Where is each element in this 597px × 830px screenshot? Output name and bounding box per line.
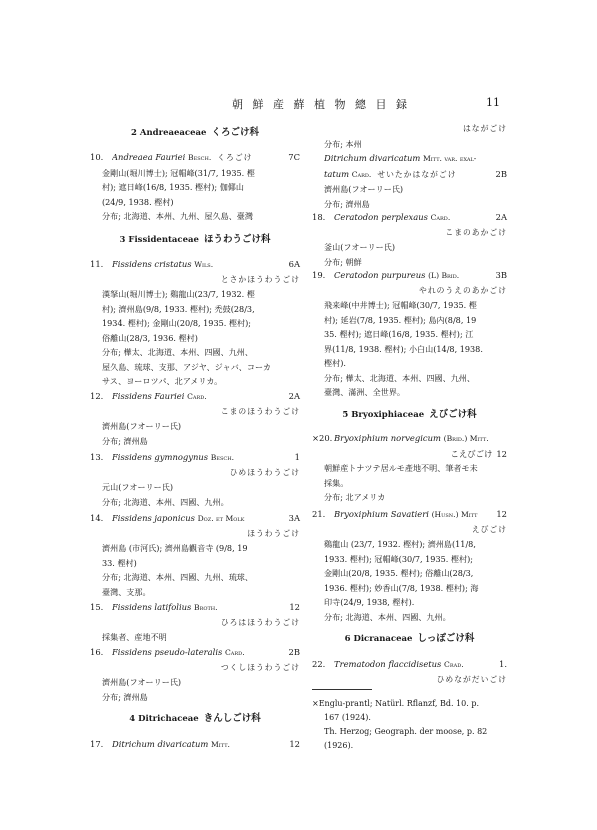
- footnote-rule: [312, 689, 372, 690]
- running-header-title: 朝 鮮 産 蘚 植 物 總 目 録: [232, 98, 410, 111]
- species-entry-18: 18. Ceratodon perplexaus Card. 2A こまのあかごけ 釜山(フオーリー氏) 分布; 朝鮮: [312, 212, 507, 267]
- footnote-line: (1926).: [324, 741, 354, 750]
- species-entry-15: 15. Fissidens latifolius Broth. 12 ひろはほうわうごけ 採集者、産地不明: [90, 602, 300, 642]
- species-entry-17: 17. Ditrichum divaricatum Mitt. 12: [90, 739, 300, 749]
- section-heading-dicranaceae: 6 Dicranaceae しっぽごけ科: [344, 633, 475, 644]
- species-entry-20: ×20. Bryoxiphium norvegicum (Brid.) Mitt. こえびごけ 12 朝鮮産トナツテ居ルモ產地不明、筆者モ未 採集。 分布; 北アメリカ: [312, 433, 507, 502]
- footnote-line: Th. Herzog; Geograph. der moose, p. 82: [324, 727, 488, 736]
- section-heading-fissidentaceae: 3 Fissidentaceae ほうわうごけ科: [119, 234, 271, 245]
- species-entry-16: 16. Fissidens pseudo-lateralis Card. 2B つくしほうわうごけ 濟州島(フオーリー氏) 分布; 濟州島: [90, 647, 300, 702]
- species-entry-14: 14. Fissidens japonicus Doz. et Molk 3A ほうわうごけ 濟州島 (市河氏); 濟州島觀音寺 (9/8, 19 33. 樫村) 分布; 北海道、本州、四國、九州、琉球、 臺灣、支那。: [90, 513, 300, 597]
- footnote-line: 167 (1924).: [324, 713, 371, 722]
- footnote-line: ×Englu-prantl; Natürl. Rflanzf, Bd. 10. p.: [312, 699, 479, 708]
- section-heading-ditrichaceae: 4 Ditrichaceae きんしごけ科: [129, 713, 261, 724]
- section-heading-bryoxiphiaceae: 5 Bryoxiphiaceae えびごけ科: [342, 409, 477, 420]
- species-entry-13: 13. Fissidens gymnogynus Besch. 1 ひめほうわうごけ 元山(フオーリー氏) 分布; 北海道、本州、四國、九州。: [90, 452, 300, 507]
- species-entry-11: 11. Fissidens cristatus Wils. 6A とさかほうわうごけ 漢拏山(堀川博士); 鷄龍山(23/7, 1932. 樫 村); 濟州島(9/8, 1933. 樫村); 禿鼓(28/3, 1934. 樫村); 金剛山(20/8, 1935. 樫村); 俗離山(28/3, 1936. 樫村) 分布; 樺太、北海道、本州、四國、九州、 屋久島、琉球、支那、アジヤ、ジャバ、コーカ サス、ヨーロツパ、北アメリカ。: [90, 259, 300, 386]
- species-entry-10: 10. Andreaea Fauriei Besch. くろごけ 7C 金剛山(堀川博士); 冠帽峰(31/7, 1935. 樫 村); 遮日峰(16/8, 1935. 樫村); 伽倻山 (24/9, 1938. 樫村) 分布; 北海道、本州、九州、屋久島、臺灣: [90, 152, 300, 221]
- species-entry-22: 22. Trematodon flaccidisetus Crad. 1. ひめながだいごけ: [312, 659, 507, 684]
- species-entry-21: 21. Bryoxiphium Savatieri (Husn.) Mitt 12 えびごけ 鷄龍山 (23/7, 1932. 樫村); 濟州島(11/8, 1933. 樫村); 冠帽峰(30/7, 1935. 樫村); 金剛山(20/8, 1935. 樫村); 俗離山(28/3, 1936. 樫村); 妙香山(7/8, 1938. 樫村); 海 印寺(24/9, 1938, 樫村). 分布; 北海道、本州、四國、九州。: [312, 509, 507, 622]
- species-entry-19: 19. Ceratodon purpureus (L) Brid. 3B やれのうえのあかごけ 飛来峰(中井博士); 冠帽峰(30/7, 1935. 樫 村); 延岩(7/8, 1935. 樫村); 島内(8/8, 19 35. 樫村); 遮日峰(16/8, 1935. 樫村); 江 界(11/8, 1938. 樫村); 小白山(14/8, 1938. 樫村). 分布; 樺太、北海道、本州、四國、九州、 臺灣、滿洲、全世界。: [312, 270, 507, 397]
- section-heading-andreaeaceae: 2 Andreaeaceae くろごけ科: [131, 127, 259, 138]
- page-number: 11: [486, 96, 500, 109]
- species-entry-17-continued: はながごけ 分布; 本州: [324, 124, 507, 149]
- species-entry-17-variety: Ditrichum divaricatum Mitt. var. exal- tatum Card. せいたかはながごけ 2B 濟州島(フオーリー氏) 分布; 濟州島: [324, 153, 507, 209]
- species-entry-12: 12. Fissidens Fauriei Card. 2A こまのほうわうごけ 濟州島(フオーリー氏) 分布; 濟州島: [90, 391, 300, 446]
